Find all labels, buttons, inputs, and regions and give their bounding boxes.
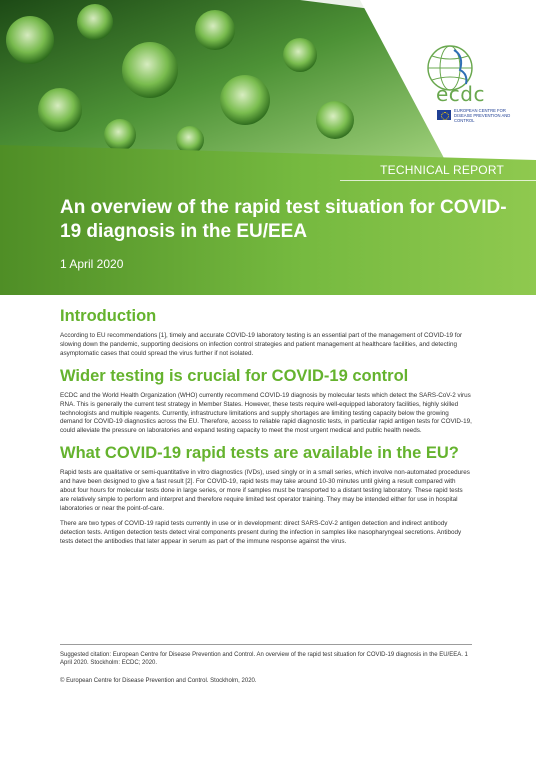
body-paragraph: Rapid tests are qualitative or semi-quantitative in vitro diagnostics (IVDs), used singly or in a small series, which involve non-automated procedures and have been designed to give a fast result [2]. For COVID-19, rapid tests may take around 10-30 minutes until giving a result compared with about four hours for molecular tests done in large series, or more if samples must be transported to a distant testing laboratory. These rapid tests are relatively simple to perform and interpret and therefore require limited test operator training. They may be intended either for use in hospital laboratories or near the point-of-care. [60, 469, 470, 512]
document-body [60, 306, 472, 554]
cover-header [0, 0, 536, 295]
eu-flag-icon [437, 110, 451, 120]
section-heading: What COVID-19 rapid tests are available in the EU? [60, 444, 459, 463]
body-paragraph: ECDC and the World Health Organization (WHO) currently recommend COVID-19 diagnosis by molecular tests which detect the SARS-CoV-2 virus RNA. This is generally the current test strategy in Member States. However, these tests require well-equipped laboratory facilities, highly skilled technologists and multiple reagents. Currently, infrastructure limitations and supply shortages are limiting testing capacity below the growing demand for COVID-19 diagnostics across the EU. Therefore, access to reliable rapid diagnostic tests, in particular rapid antigen tests for COVID-19, could alleviate the pressure on laboratories and expand testing capacity to meet the most urgent medical and public health needs. [60, 391, 472, 435]
copyright-notice: © European Centre for Disease Prevention and Control. Stockholm, 2020. [60, 677, 257, 684]
ecdc-logo-text: ecdc [436, 82, 485, 106]
report-type-label: TECHNICAL REPORT [380, 163, 504, 177]
body-paragraph: There are two types of COVID-19 rapid tests currently in use or in development: direct SARS-CoV-2 antigen detection and indirect antibody detection tests. Antigen detection tests detect viral components present during the infection in samples like nasopharyngeal secretions. Antibody tests detect the antibodies that later appear in serum as part of the immune response against the virus. [60, 519, 462, 545]
section-heading: Introduction [60, 307, 157, 325]
section-introduction [60, 306, 472, 359]
section-rapid-tests [60, 443, 472, 546]
organisation-name: EUROPEAN CENTRE FOR DISEASE PREVENTION AND CONTROL [454, 108, 511, 123]
body-paragraph: According to EU recommendations [1], timely and accurate COVID-19 laboratory testing is an essential part of the management of COVID-19 for slowing down the pandemic, supporting decisions on infection control strategies and patient management at healthcare facilities, and detecting asymptomatic cases that could spread the virus further if not isolated. [60, 332, 463, 357]
suggested-citation: Suggested citation: European Centre for Disease Prevention and Control. An overview of the rapid test situation for COVID-19 diagnosis in the EU/EEA. 1 April 2020. Stockholm: ECDC; 2020. [60, 652, 468, 667]
report-type-divider [340, 180, 536, 181]
document-title: An overview of the rapid test situation for COVID-19 diagnosis in the EU/EEA [60, 197, 507, 242]
section-wider-testing [60, 366, 472, 437]
section-heading: Wider testing is crucial for COVID-19 control [60, 366, 409, 385]
publication-date: 1 April 2020 [60, 257, 124, 271]
document-footer [60, 644, 472, 685]
